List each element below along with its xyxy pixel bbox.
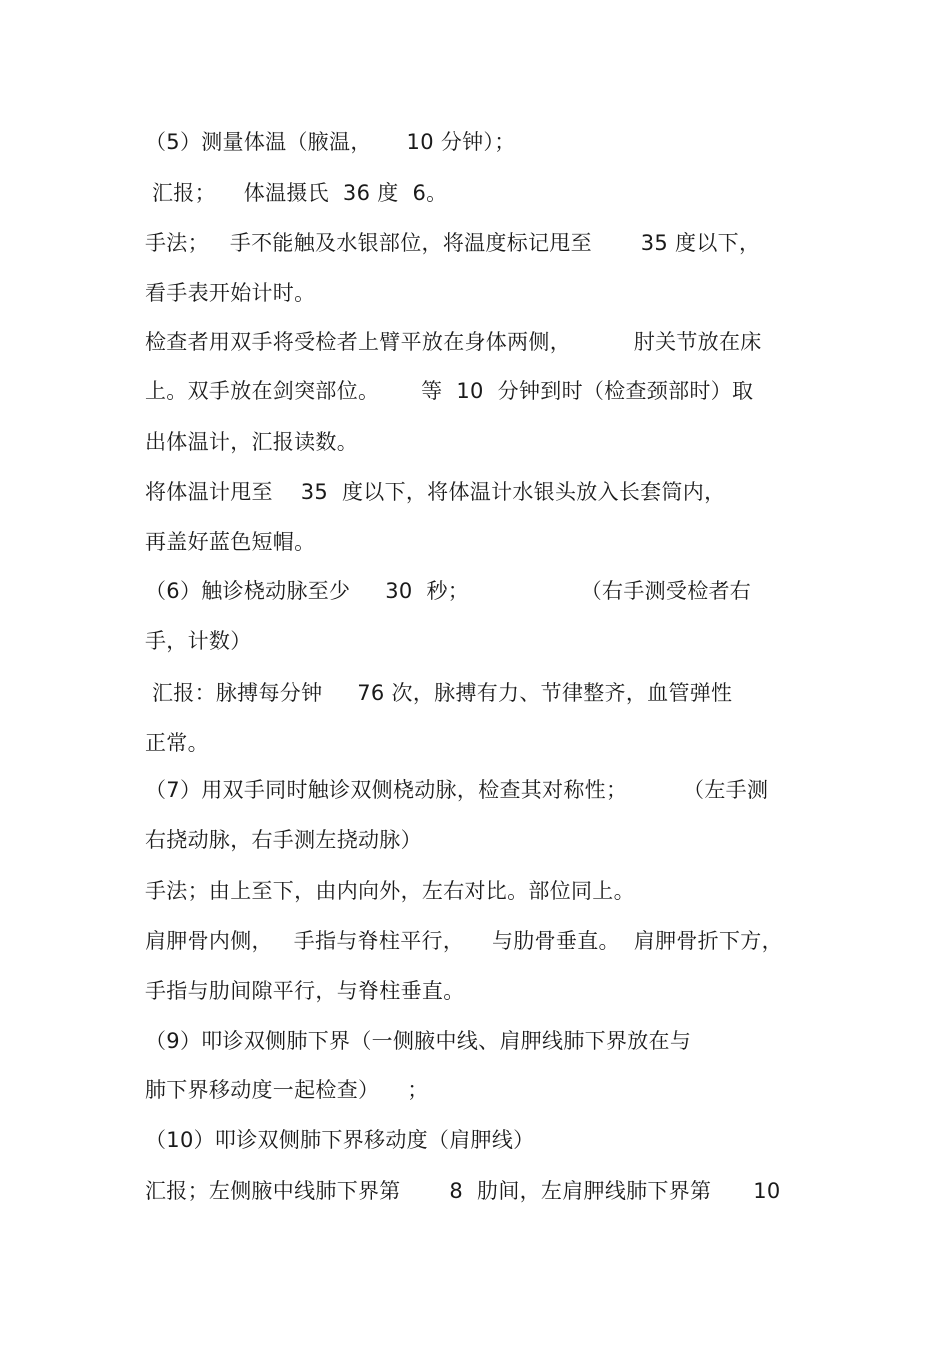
text-line: 手指与肋间隙平行，与脊柱垂直。 — [145, 979, 465, 1003]
text-line: 检查者用双手将受检者上臂平放在身体两侧， 肘关节放在床 — [145, 330, 762, 354]
text-line: （10）叩诊双侧肺下界移动度（肩胛线） — [145, 1128, 535, 1152]
text-line: 看手表开始计时。 — [145, 281, 316, 305]
text-line: 上。双手放在剑突部位。 等 10 分钟到时（检查颈部时）取 — [145, 379, 754, 403]
text-line: 汇报；左侧腋中线肺下界第 8 肋间，左肩胛线肺下界第 10 — [145, 1179, 781, 1203]
text-line: 将体温计甩至 35 度以下，将体温计水银头放入长套筒内， — [145, 480, 726, 504]
text-line: 正常。 — [145, 731, 209, 755]
text-line: 再盖好蓝色短帽。 — [145, 530, 316, 554]
text-line: （5）测量体温（腋温， 10 分钟）； — [145, 130, 516, 154]
text-line: 手，计数） — [145, 629, 252, 653]
text-line: 肺下界移动度一起检查） ； — [145, 1078, 429, 1102]
text-line: （6）触诊桡动脉至少 30 秒； （右手测受检者右 — [145, 579, 752, 603]
text-line: 右挠动脉，右手测左挠动脉） — [145, 828, 422, 852]
text-line: （9）叩诊双侧肺下界（一侧腋中线、肩胛线肺下界放在与 — [145, 1029, 692, 1053]
text-line: （7）用双手同时触诊双侧桡动脉，检查其对称性； （左手测 — [145, 778, 769, 802]
text-line: 汇报：脉搏每分钟 76 次，脉搏有力、节律整齐，血管弹性 — [145, 681, 733, 705]
text-line: 出体温计，汇报读数。 — [145, 430, 358, 454]
text-line: 手法； 手不能触及水银部位，将温度标记甩至 35 度以下， — [145, 231, 761, 255]
text-line: 肩胛骨内侧， 手指与脊柱平行， 与肋骨垂直。 肩胛骨折下方， — [145, 929, 783, 953]
text-line: 手法；由上至下，由内向外，左右对比。部位同上。 — [145, 879, 635, 903]
text-line: 汇报； 体温摄氏 36 度 6。 — [145, 181, 448, 205]
